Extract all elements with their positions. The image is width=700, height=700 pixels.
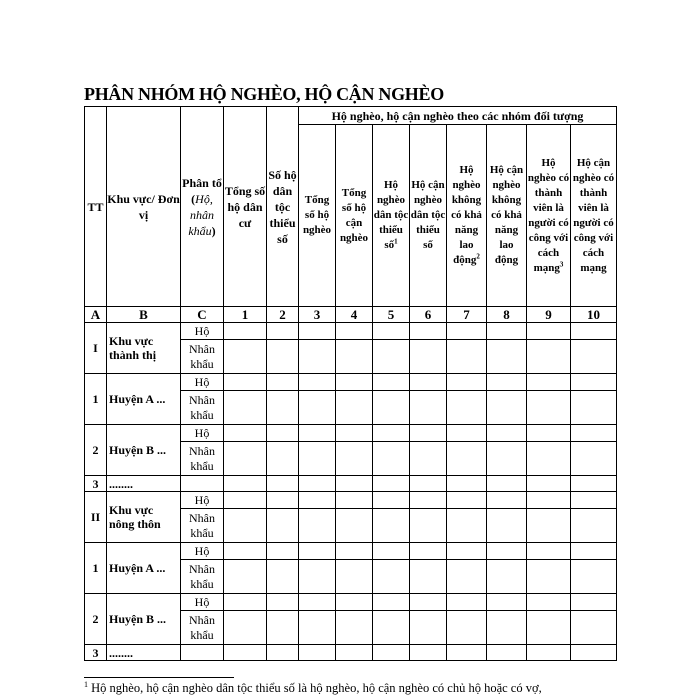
data-cell: [299, 340, 336, 374]
unit-nhan-khau: Nhân khẩu: [181, 340, 224, 374]
data-cell: [527, 594, 571, 611]
data-cell: [267, 560, 299, 594]
data-cell: [527, 560, 571, 594]
data-cell: [336, 476, 373, 492]
data-cell: [299, 492, 336, 509]
index-cell: 1: [224, 307, 267, 323]
data-cell: [336, 543, 373, 560]
data-cell: [487, 340, 527, 374]
row-number: 2: [85, 594, 107, 645]
header-tong-so-ho-ngheo: Tổng số hộ nghèo: [299, 125, 336, 307]
data-cell: [299, 645, 336, 661]
data-cell: [224, 492, 267, 509]
data-cell: [299, 374, 336, 391]
data-cell: [299, 323, 336, 340]
data-cell: [299, 560, 336, 594]
data-cell: [487, 476, 527, 492]
data-cell: [181, 645, 224, 661]
row-number: 3: [85, 645, 107, 661]
data-cell: [410, 611, 447, 645]
data-cell: [373, 560, 410, 594]
data-cell: [224, 323, 267, 340]
data-cell: [267, 323, 299, 340]
table-row: [85, 425, 617, 442]
data-cell: [447, 611, 487, 645]
table-row: [85, 476, 617, 492]
unit-nhan-khau: Nhân khẩu: [181, 442, 224, 476]
unit-nhan-khau: Nhân khẩu: [181, 391, 224, 425]
data-cell: [373, 611, 410, 645]
data-cell: [336, 340, 373, 374]
data-cell: [373, 425, 410, 442]
data-cell: [410, 442, 447, 476]
unit-nhan-khau: Nhân khẩu: [181, 560, 224, 594]
data-cell: [487, 645, 527, 661]
index-cell: 9: [527, 307, 571, 323]
data-cell: [447, 340, 487, 374]
data-cell: [224, 340, 267, 374]
footnote: [84, 681, 644, 695]
index-cell: C: [181, 307, 224, 323]
data-cell: [224, 442, 267, 476]
footnote-marker: 1: [84, 679, 88, 689]
data-cell: [299, 594, 336, 611]
data-cell: [447, 425, 487, 442]
data-cell: [447, 594, 487, 611]
data-cell: [267, 492, 299, 509]
data-cell: [299, 391, 336, 425]
data-cell: [571, 594, 617, 611]
data-cell: [571, 476, 617, 492]
data-cell: [571, 374, 617, 391]
data-cell: [527, 425, 571, 442]
data-cell: [447, 492, 487, 509]
header-khu-vuc: Khu vực/ Đơn vị: [107, 107, 181, 307]
data-cell: [410, 391, 447, 425]
data-cell: [224, 476, 267, 492]
data-cell: [447, 374, 487, 391]
data-cell: [527, 476, 571, 492]
row-number: 1: [85, 543, 107, 594]
data-cell: [373, 492, 410, 509]
data-cell: [267, 425, 299, 442]
data-cell: [410, 645, 447, 661]
data-cell: [571, 391, 617, 425]
data-cell: [571, 425, 617, 442]
data-cell: [373, 442, 410, 476]
data-cell: [336, 391, 373, 425]
unit-nhan-khau: Nhân khẩu: [181, 509, 224, 543]
data-cell: [373, 594, 410, 611]
data-cell: [527, 492, 571, 509]
data-cell: [267, 442, 299, 476]
unit-ho: Hộ: [181, 425, 224, 442]
data-cell: [571, 323, 617, 340]
footnote-divider: [84, 677, 234, 678]
data-cell: [410, 323, 447, 340]
data-cell: [267, 374, 299, 391]
data-cell: [571, 492, 617, 509]
data-cell: [487, 442, 527, 476]
data-cell: [447, 442, 487, 476]
data-cell: [224, 509, 267, 543]
data-cell: [487, 374, 527, 391]
data-cell: [373, 476, 410, 492]
data-cell: [487, 611, 527, 645]
data-cell: [571, 611, 617, 645]
data-cell: [571, 543, 617, 560]
data-cell: [410, 543, 447, 560]
row-name: Huyện B ...: [107, 594, 181, 645]
unit-ho: Hộ: [181, 594, 224, 611]
data-cell: [224, 391, 267, 425]
index-cell: 5: [373, 307, 410, 323]
data-cell: [267, 509, 299, 543]
table-row: [85, 594, 617, 611]
row-name: Huyện A ...: [107, 374, 181, 425]
unit-ho: Hộ: [181, 374, 224, 391]
data-cell: [447, 476, 487, 492]
row-name: ........: [107, 645, 181, 661]
data-cell: [373, 340, 410, 374]
data-cell: [224, 543, 267, 560]
data-cell: [181, 476, 224, 492]
data-cell: [373, 391, 410, 425]
index-cell: B: [107, 307, 181, 323]
data-cell: [336, 509, 373, 543]
data-cell: [336, 425, 373, 442]
data-cell: [487, 492, 527, 509]
row-name: Khu vực thành thị: [107, 323, 181, 374]
data-cell: [487, 543, 527, 560]
index-cell: 8: [487, 307, 527, 323]
data-cell: [447, 509, 487, 543]
row-name: ........: [107, 476, 181, 492]
unit-ho: Hộ: [181, 492, 224, 509]
data-cell: [267, 543, 299, 560]
table-row: [85, 492, 617, 509]
data-cell: [487, 594, 527, 611]
data-cell: [487, 425, 527, 442]
data-cell: [336, 323, 373, 340]
data-cell: [527, 509, 571, 543]
data-cell: [571, 509, 617, 543]
data-cell: [410, 476, 447, 492]
document-title: PHÂN NHÓM HỘ NGHÈO, HỘ CẬN NGHÈO: [84, 84, 444, 104]
unit-ho: Hộ: [181, 543, 224, 560]
data-cell: [336, 560, 373, 594]
header-ho-can-ngheo-cong-cm: Hộ cận nghèo có thành viên là người có công với cách mạng: [571, 125, 617, 307]
row-name: Huyện B ...: [107, 425, 181, 476]
data-cell: [527, 391, 571, 425]
data-cell: [224, 594, 267, 611]
data-cell: [487, 391, 527, 425]
header-group: Hộ nghèo, hộ cận nghèo theo các nhóm đối tượng: [299, 107, 617, 125]
data-cell: [447, 543, 487, 560]
table-row: [85, 374, 617, 391]
header-so-ho-dtts: Số hộ dân tộc thiểu số: [267, 107, 299, 307]
row-number: II: [85, 492, 107, 543]
data-cell: [299, 509, 336, 543]
data-cell: [571, 560, 617, 594]
data-cell: [299, 425, 336, 442]
row-number: 2: [85, 425, 107, 476]
data-cell: [299, 543, 336, 560]
row-number: 3: [85, 476, 107, 492]
data-cell: [487, 560, 527, 594]
table-row: [85, 323, 617, 340]
unit-ho: Hộ: [181, 323, 224, 340]
header-tong-so-ho-can-ngheo: Tổng số hộ cận nghèo: [336, 125, 373, 307]
row-number: 1: [85, 374, 107, 425]
data-cell: [527, 611, 571, 645]
data-cell: [267, 340, 299, 374]
data-cell: [527, 340, 571, 374]
index-cell: 10: [571, 307, 617, 323]
data-cell: [224, 645, 267, 661]
data-cell: [410, 425, 447, 442]
header-tong-so-ho: Tổng số hộ dân cư: [224, 107, 267, 307]
data-cell: [267, 594, 299, 611]
data-cell: [373, 543, 410, 560]
header-tt: TT: [85, 107, 107, 307]
data-cell: [224, 425, 267, 442]
data-cell: [267, 645, 299, 661]
index-cell: 3: [299, 307, 336, 323]
data-cell: [447, 645, 487, 661]
data-cell: [527, 543, 571, 560]
data-cell: [487, 509, 527, 543]
data-cell: [410, 594, 447, 611]
data-cell: [224, 374, 267, 391]
data-cell: [571, 442, 617, 476]
header-ho-can-ngheo-dtts: Hộ cận nghèo dân tộc thiểu số: [410, 125, 447, 307]
data-cell: [410, 509, 447, 543]
data-cell: [267, 476, 299, 492]
data-cell: [487, 323, 527, 340]
table-row: [85, 543, 617, 560]
unit-nhan-khau: Nhân khẩu: [181, 611, 224, 645]
data-cell: [571, 645, 617, 661]
data-cell: [373, 323, 410, 340]
table-row: [85, 645, 617, 661]
data-cell: [527, 374, 571, 391]
data-cell: [527, 323, 571, 340]
index-cell: A: [85, 307, 107, 323]
data-cell: [336, 442, 373, 476]
data-cell: [336, 594, 373, 611]
data-cell: [410, 340, 447, 374]
index-cell: 2: [267, 307, 299, 323]
header-ho-ngheo-dtts: Hộ nghèo dân tộc thiểu số$^1$: [373, 125, 410, 307]
data-cell: [410, 560, 447, 594]
data-cell: [299, 442, 336, 476]
data-cell: [267, 391, 299, 425]
data-cell: [447, 560, 487, 594]
data-cell: [299, 476, 336, 492]
data-cell: [447, 391, 487, 425]
footnote-text: Hộ nghèo, hộ cận nghèo dân tộc thiểu số là hộ nghèo, hộ cận nghèo có chủ hộ hoặc có vợ,: [88, 681, 542, 695]
data-cell: [224, 560, 267, 594]
data-cell: [299, 611, 336, 645]
data-cell: [410, 374, 447, 391]
poverty-classification-table: [84, 106, 617, 661]
data-cell: [527, 645, 571, 661]
header-ho-ngheo-cong-cm: Hộ nghèo có thành viên là người có công với cách mạng$^3$: [527, 125, 571, 307]
data-cell: [527, 442, 571, 476]
data-cell: [336, 492, 373, 509]
index-cell: 7: [447, 307, 487, 323]
index-cell: 4: [336, 307, 373, 323]
header-phan-to: Phân tổ (Hộ, nhân khẩu): [181, 107, 224, 307]
data-cell: [373, 374, 410, 391]
data-cell: [267, 611, 299, 645]
data-cell: [410, 492, 447, 509]
data-cell: [336, 645, 373, 661]
data-cell: [336, 611, 373, 645]
data-cell: [571, 340, 617, 374]
header-ho-ngheo-khong-kn: Hộ nghèo không có khả năng lao động$^2$: [447, 125, 487, 307]
row-number: I: [85, 323, 107, 374]
data-cell: [373, 509, 410, 543]
data-cell: [336, 374, 373, 391]
row-name: Huyện A ...: [107, 543, 181, 594]
data-cell: [373, 645, 410, 661]
data-cell: [224, 611, 267, 645]
header-ho-can-ngheo-khong-kn: Hộ cận nghèo không có khả năng lao động: [487, 125, 527, 307]
index-cell: 6: [410, 307, 447, 323]
data-cell: [447, 323, 487, 340]
row-name: Khu vực nông thôn: [107, 492, 181, 543]
